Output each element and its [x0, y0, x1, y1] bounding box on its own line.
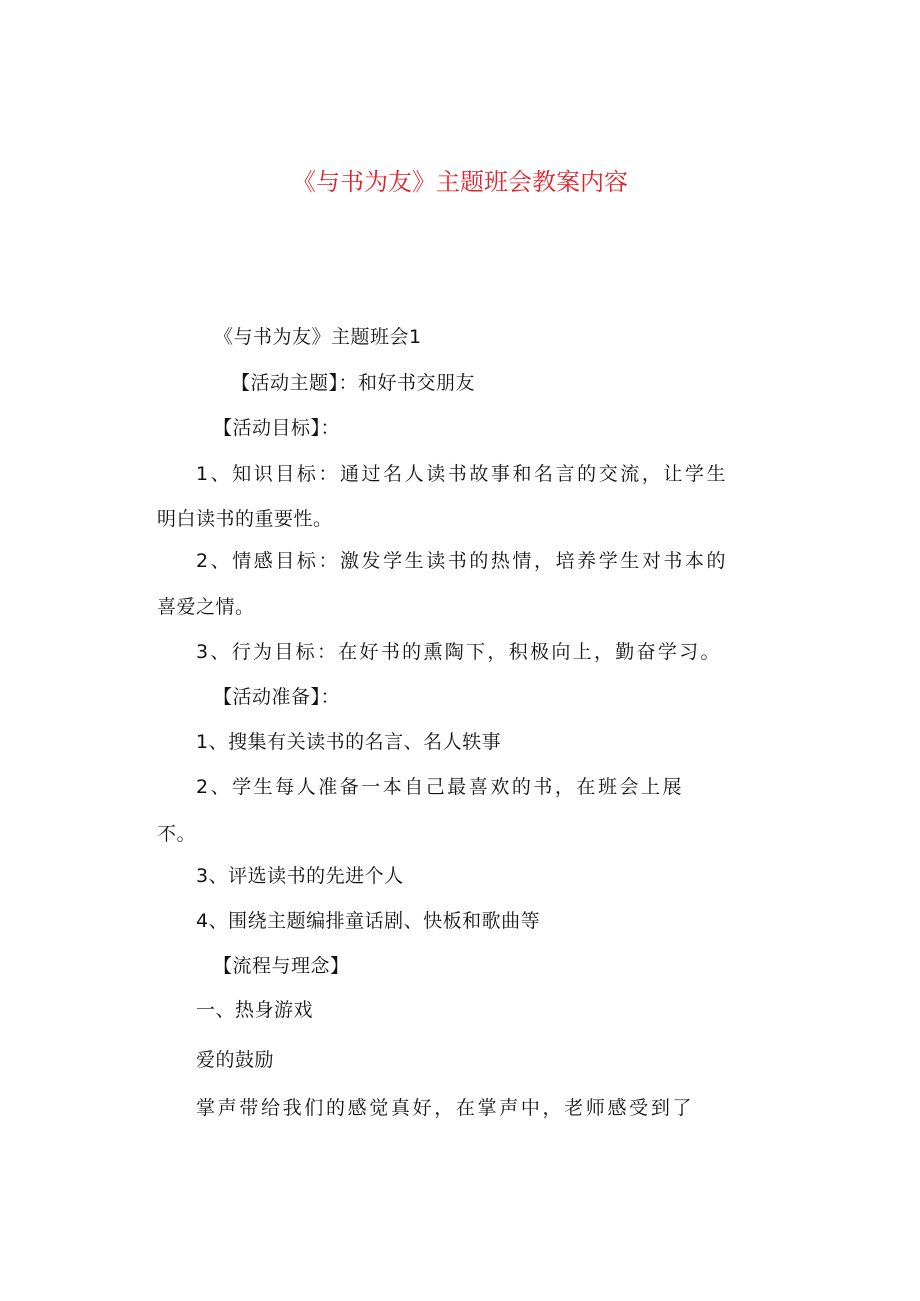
- list-item-continuation: 不。: [157, 823, 197, 845]
- activity-prep-heading: 【活动准备】：: [213, 686, 341, 708]
- document-title: 《与书为友》主题班会教案内容: [292, 168, 628, 196]
- process-heading: 【流程与理念】: [213, 955, 350, 977]
- activity-theme: 【活动主题】：和好书交朋友: [231, 372, 476, 394]
- paragraph-line: 喜爱之情。: [157, 596, 255, 618]
- paragraph-line: 2、情感目标：激发学生读书的热情，培养学生对书本的: [196, 550, 726, 572]
- list-item: 3、评选读书的先进个人: [196, 865, 404, 887]
- paragraph-line: 明白读书的重要性。: [157, 508, 333, 530]
- list-item: 4、围绕主题编排童话剧、快板和歌曲等: [196, 910, 541, 932]
- list-item: 2、学生每人准备一本自己最喜欢的书，在班会上展: [196, 776, 682, 798]
- paragraph-line: 1、知识目标：通过名人读书故事和名言的交流，让学生: [196, 463, 726, 485]
- paragraph-line: 爱的鼓励: [196, 1049, 275, 1071]
- activity-goals-heading: 【活动目标】：: [213, 417, 341, 439]
- paragraph-line: 3、行为目标：在好书的熏陶下，积极向上，勤奋学习。: [196, 641, 720, 663]
- subsection-heading: 一、热身游戏: [196, 999, 314, 1021]
- list-item: 1、搜集有关读书的名言、名人轶事: [196, 731, 502, 753]
- section-heading: 《与书为友》主题班会1: [214, 326, 422, 348]
- paragraph-line: 掌声带给我们的感觉真好，在掌声中，老师感受到了: [196, 1097, 692, 1119]
